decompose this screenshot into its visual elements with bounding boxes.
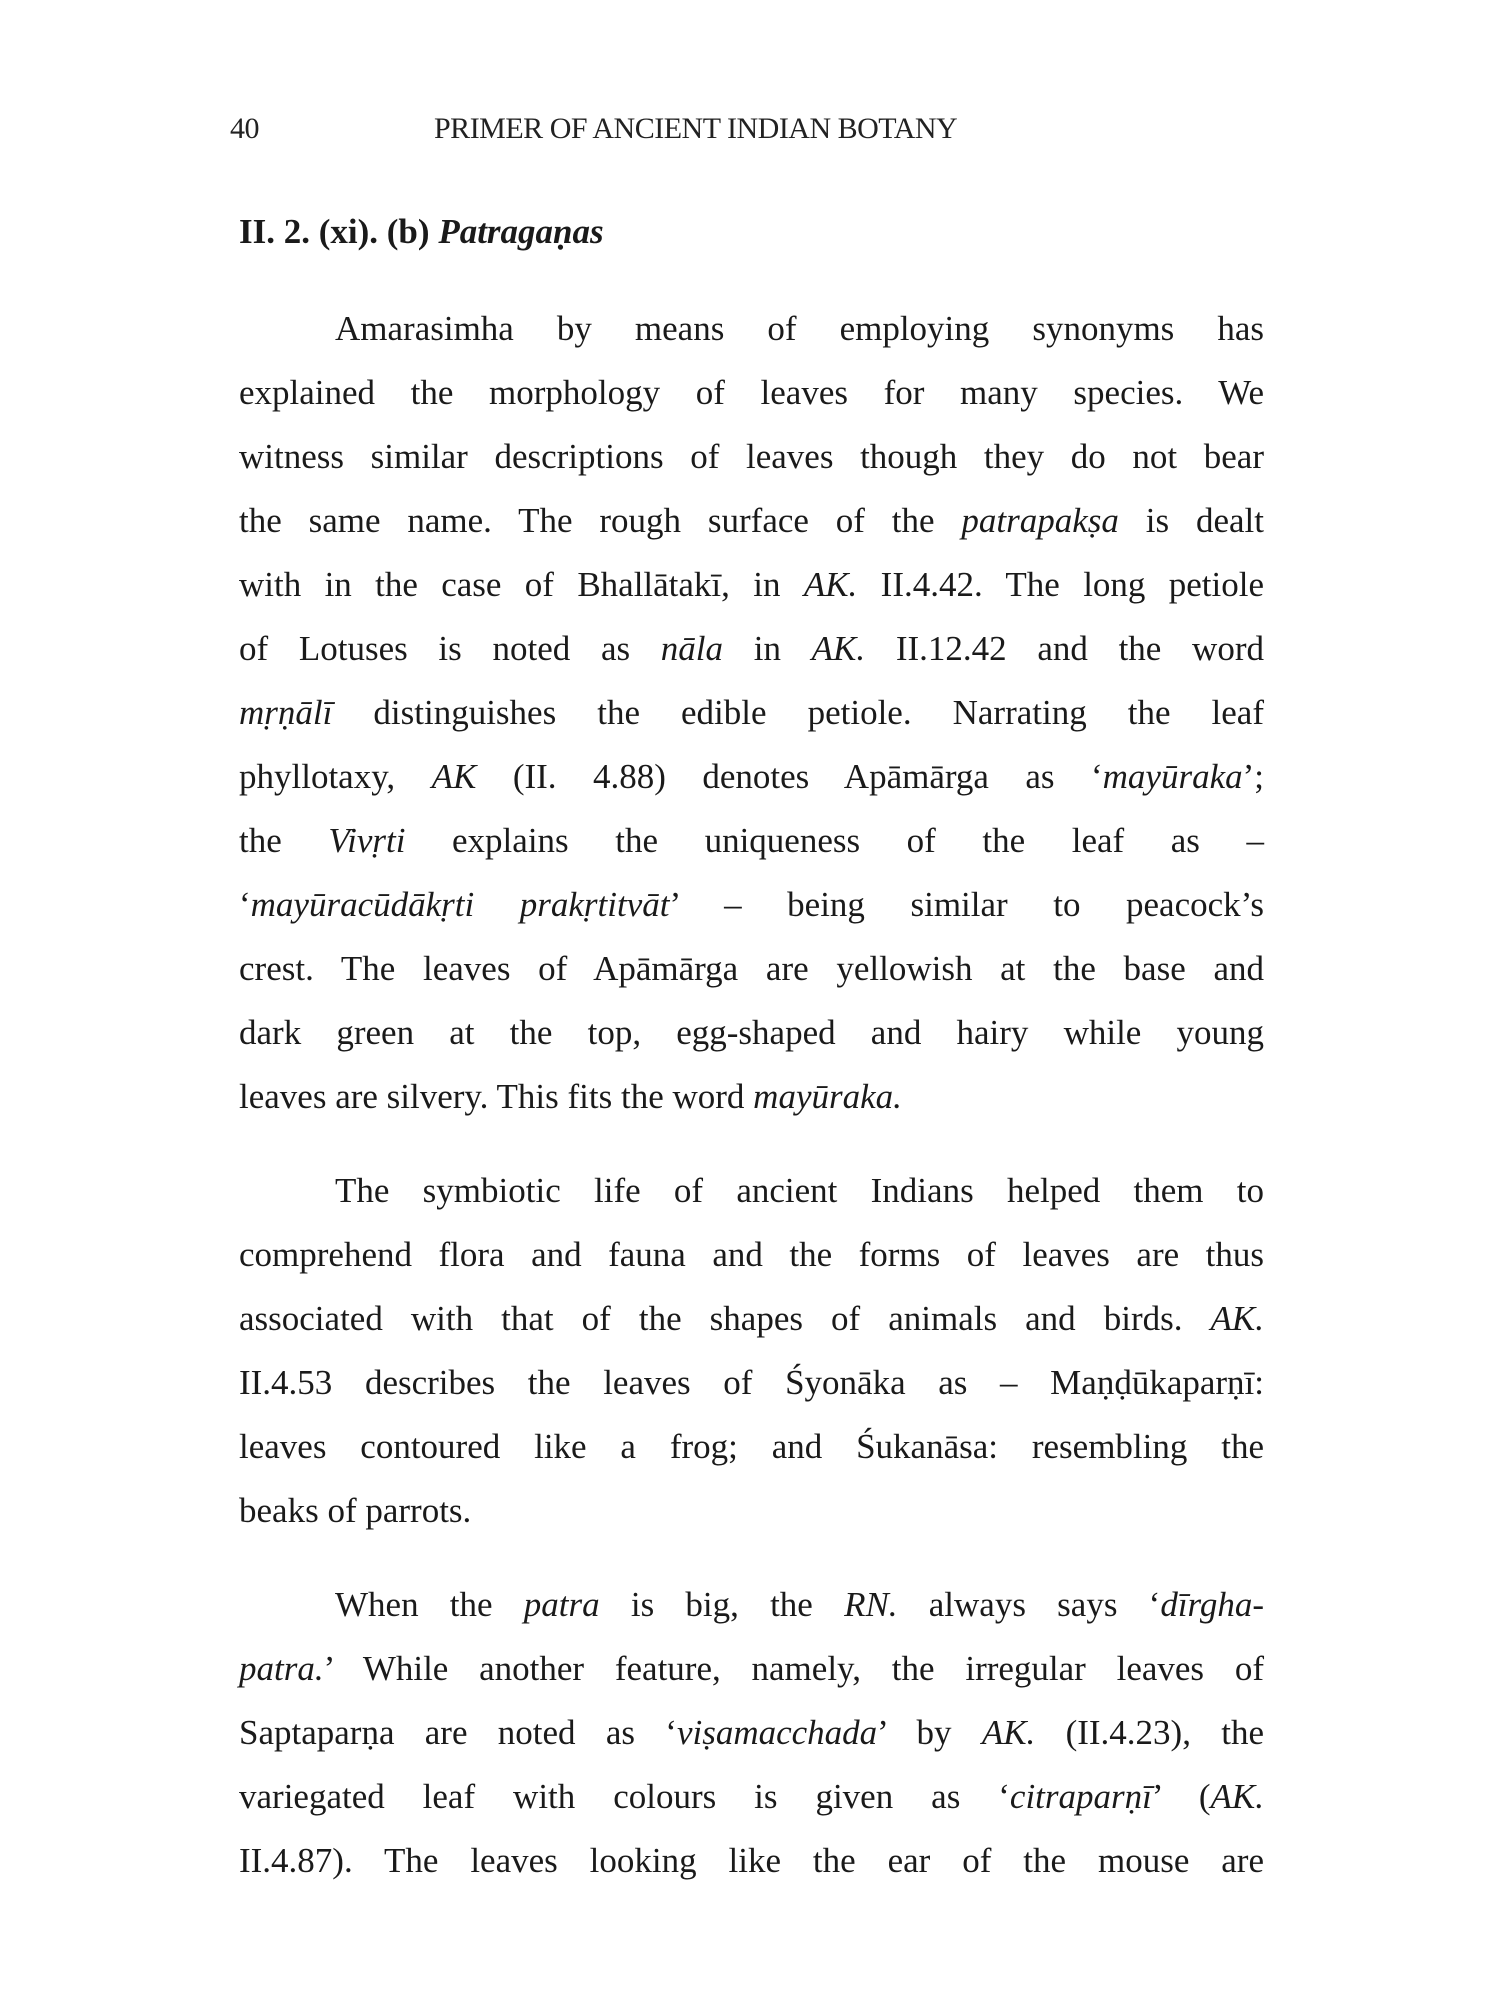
text-run: crest. The leaves of Apāmārga are yellowish at the base and (239, 949, 1264, 988)
text-run: (II.4.23), the (1035, 1713, 1265, 1752)
italic-term: AK. (811, 629, 866, 668)
text-run: dark green at the top, egg-shaped and hairy while young (239, 1013, 1264, 1052)
text-run: leaves contoured like a frog; and Śukanāsa: resembling the (239, 1427, 1264, 1466)
text-run: of Lotuses is noted as (239, 629, 661, 668)
text-run: beaks of parrots. (239, 1491, 472, 1530)
section-title: Patragaṇas (438, 212, 604, 251)
text-line (239, 617, 1264, 681)
text-run: always says ‘ (897, 1585, 1161, 1624)
italic-term: AK. (1210, 1299, 1264, 1338)
text-run: witness similar descriptions of leaves though they do not bear (239, 437, 1264, 476)
body-text (239, 297, 1264, 1923)
italic-term: viṣamacchada (676, 1713, 878, 1752)
text-line (239, 1637, 1264, 1701)
text-run: ’; (1242, 757, 1264, 796)
text-run: (II. 4.88) denotes Apāmārga as ‘ (476, 757, 1103, 796)
text-line (239, 1765, 1264, 1829)
text-run: is dealt (1118, 501, 1264, 540)
running-title: PRIMER OF ANCIENT INDIAN BOTANY (434, 112, 958, 145)
text-run: ’ by (877, 1713, 982, 1752)
text-line (239, 809, 1264, 873)
text-run: Amarasimha by means of employing synonyms has (335, 309, 1264, 348)
italic-term: RN. (844, 1585, 898, 1624)
italic-term: AK. (803, 565, 858, 604)
paragraph (239, 1159, 1264, 1543)
italic-term: AK. (981, 1713, 1036, 1752)
text-run: ’ – being similar to peacock’s (669, 885, 1265, 924)
italic-term: patra (523, 1585, 600, 1624)
text-line (239, 553, 1264, 617)
text-run: explains the uniqueness of the leaf as – (405, 821, 1265, 860)
text-run: comprehend flora and fauna and the forms of leaves are thus (239, 1235, 1264, 1274)
italic-term: AK (431, 757, 477, 796)
text-run: leaves are silvery. This fits the word (239, 1077, 754, 1116)
text-run: ‘ (239, 885, 251, 924)
text-line (239, 1351, 1264, 1415)
text-run: ’ ( (1151, 1777, 1211, 1816)
text-run: in (723, 629, 812, 668)
text-run: with in the case of Bhallātakī, in (239, 565, 804, 604)
text-line (239, 1701, 1264, 1765)
text-line (239, 745, 1264, 809)
text-run: II.4.87). The leaves looking like the ear of the mouse are (239, 1841, 1264, 1880)
text-run: II.12.42 and the word (865, 629, 1264, 668)
text-line (239, 489, 1264, 553)
paragraph (239, 1573, 1264, 1893)
italic-term: citraparṇī (1009, 1777, 1152, 1816)
text-run: is big, the (599, 1585, 845, 1624)
italic-term: dīrgha- (1160, 1585, 1265, 1624)
paragraph (239, 297, 1264, 1129)
section-number: II. 2. (xi). (b) (239, 212, 439, 251)
italic-term: patra. (239, 1649, 324, 1688)
italic-term: mṛṇālī (239, 693, 333, 732)
text-line (239, 937, 1264, 1001)
italic-term: mayūraka. (753, 1077, 902, 1116)
text-line (239, 1573, 1264, 1637)
text-line (239, 873, 1264, 937)
text-run: ’ While another feature, namely, the irregular leaves of (323, 1649, 1264, 1688)
text-line (239, 1223, 1264, 1287)
italic-term: AK. (1210, 1777, 1264, 1816)
italic-term: patrapakṣa (961, 501, 1119, 540)
text-run: the same name. The rough surface of the (239, 501, 962, 540)
text-run: II.4.53 describes the leaves of Śyonāka as – Maṇḍūkaparṇī: (239, 1363, 1264, 1402)
text-line (239, 1001, 1264, 1065)
italic-term: mayūraka (1102, 757, 1243, 796)
text-line (239, 1415, 1264, 1479)
text-line (239, 361, 1264, 425)
text-line (239, 425, 1264, 489)
section-heading (239, 212, 604, 252)
text-run: associated with that of the shapes of animals and birds. (239, 1299, 1211, 1338)
text-run: explained the morphology of leaves for many species. We (239, 373, 1264, 412)
text-line (239, 681, 1264, 745)
text-line (239, 1287, 1264, 1351)
text-run: variegated leaf with colours is given as ‘ (239, 1777, 1010, 1816)
text-line (239, 1829, 1264, 1893)
text-run: distinguishes the edible petiole. Narrating the leaf (332, 693, 1264, 732)
italic-term: Vivṛti (328, 821, 406, 860)
text-run: phyllotaxy, (239, 757, 432, 796)
text-line (239, 1479, 1264, 1543)
italic-term: nāla (660, 629, 724, 668)
page-number: 40 (230, 112, 259, 145)
text-line (239, 1159, 1264, 1223)
text-run: the (239, 821, 329, 860)
text-run: The symbiotic life of ancient Indians helped them to (335, 1171, 1264, 1210)
italic-term: mayūracūdākṛti prakṛtitvāt (250, 885, 670, 924)
text-run: When the (335, 1585, 524, 1624)
text-run: II.4.42. The long petiole (857, 565, 1265, 604)
text-run: Saptaparṇa are noted as ‘ (239, 1713, 677, 1752)
text-line (239, 297, 1264, 361)
text-line (239, 1065, 1264, 1129)
